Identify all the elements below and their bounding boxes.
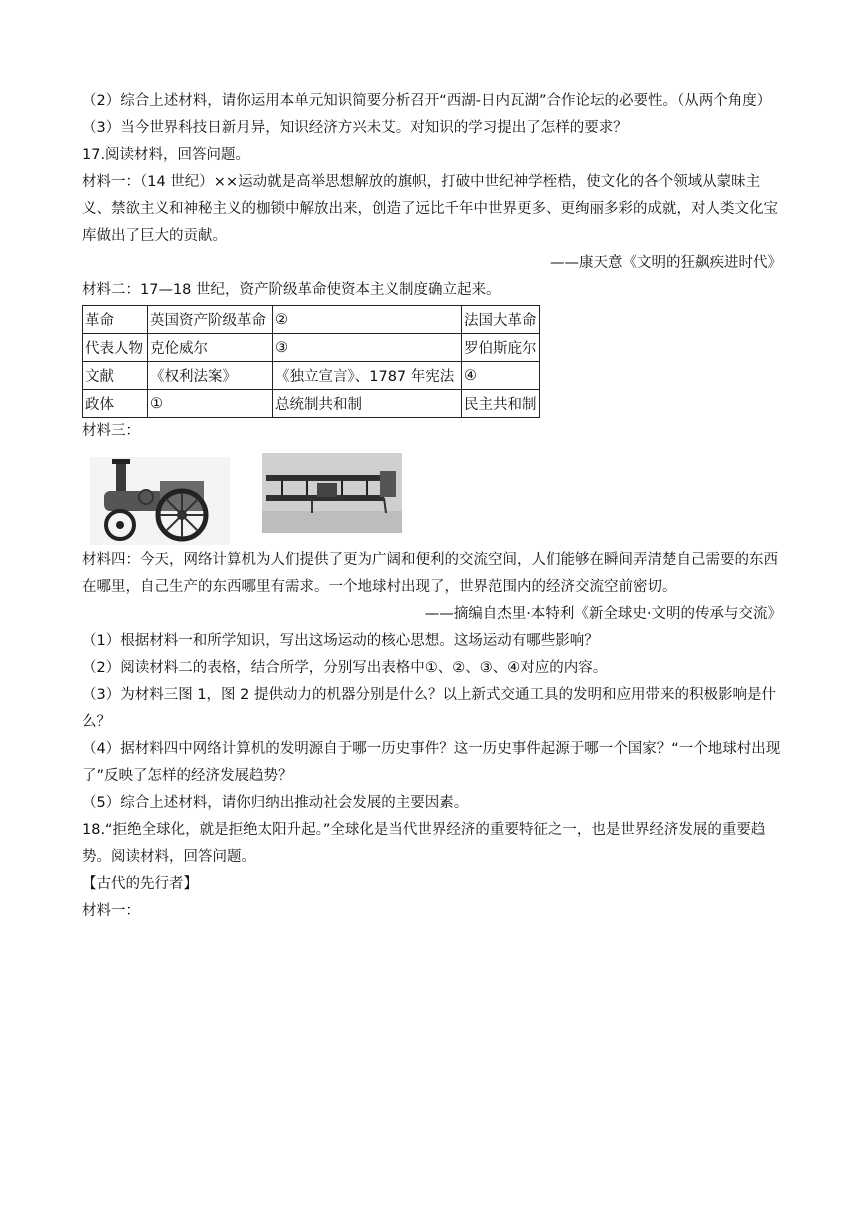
q17-question-5: （5）综合上述材料，请你归纳出推动社会发展的主要因素。 bbox=[82, 795, 469, 811]
q17-question-2: （2）阅读材料二的表格，结合所学，分别写出表格中①、②、③、④对应的内容。 bbox=[82, 660, 608, 676]
table-cell: 英国资产阶级革命 bbox=[148, 306, 273, 334]
table-cell: 《权利法案》 bbox=[148, 362, 273, 390]
table-cell: ② bbox=[273, 306, 462, 334]
q17-material2: 材料二：17—18 世纪，资产阶级革命使资本主义制度确立起来。 bbox=[82, 282, 501, 298]
q17-title: 17.阅读材料，回答问题。 bbox=[82, 147, 251, 163]
biplane-image bbox=[262, 453, 402, 533]
q17-question-4: （4）据材料四中网络计算机的发明源自于哪一历史事件？这一历史事件起源于哪一个国家？“一个地球村出现了”反映了怎样的经济发展趋势？ bbox=[82, 741, 781, 784]
table-cell: 《独立宣言》、1787 年宪法 bbox=[273, 362, 462, 390]
table-row bbox=[83, 362, 540, 390]
table-cell: 总统制共和制 bbox=[273, 390, 462, 418]
revolution-table bbox=[82, 305, 540, 418]
table-cell: ③ bbox=[273, 334, 462, 362]
q17-material3: 材料三： bbox=[82, 423, 140, 439]
table-cell: ④ bbox=[462, 362, 540, 390]
q18-material1: 材料一： bbox=[82, 903, 140, 919]
q18-title: 18.“拒绝全球化，就是拒绝太阳升起。”全球化是当代世界经济的重要特征之一，也是世界经济发展的重要趋势。阅读材料，回答问题。 bbox=[82, 822, 766, 865]
q16-sub2: （2）综合上述材料，请你运用本单元知识简要分析召开“西湖-日内瓦湖”合作论坛的必要性。（从两个角度） bbox=[82, 93, 772, 109]
material3-images bbox=[82, 451, 782, 547]
table-row bbox=[83, 306, 540, 334]
steam-tractor-image bbox=[90, 457, 230, 545]
table-cell: 民主共和制 bbox=[462, 390, 540, 418]
table-row bbox=[83, 334, 540, 362]
table-cell: 政体 bbox=[83, 390, 148, 418]
q17-question-1: （1）根据材料一和所学知识，写出这场运动的核心思想。这场运动有哪些影响？ bbox=[82, 633, 599, 649]
worksheet-page bbox=[82, 88, 782, 925]
table-cell: 文献 bbox=[83, 362, 148, 390]
table-cell: 法国大革命 bbox=[462, 306, 540, 334]
table-cell: 代表人物 bbox=[83, 334, 148, 362]
q17-material4-source: ——摘编自杰里·本特利《新全球史·文明的传承与交流》 bbox=[424, 606, 782, 622]
table-cell: ① bbox=[148, 390, 273, 418]
q17-material1-source: ——康天意《文明的狂飙疾进时代》 bbox=[550, 255, 782, 271]
q17-material1: 材料一：（14 世纪）××运动就是高举思想解放的旗帜，打破中世纪神学桎梏，使文化的各个领域从蒙昧主义、禁欲主义和神秘主义的枷锁中解放出来，创造了远比千年中世界更多、更绚丽多彩的成就，对人类文化宝库做出了巨大的贡献。 bbox=[82, 174, 778, 244]
table-cell: 革命 bbox=[83, 306, 148, 334]
q17-material4: 材料四：今天，网络计算机为人们提供了更为广阔和便利的交流空间，人们能够在瞬间弄清楚自己需要的东西在哪里，自己生产的东西哪里有需求。一个地球村出现了，世界范围内的经济交流空前密切。 bbox=[82, 552, 778, 595]
q17-question-3: （3）为材料三图 1，图 2 提供动力的机器分别是什么？以上新式交通工具的发明和应用带来的积极影响是什么？ bbox=[82, 687, 776, 730]
q18-section-heading: 【古代的先行者】 bbox=[82, 876, 198, 892]
table-cell: 克伦威尔 bbox=[148, 334, 273, 362]
table-cell: 罗伯斯庇尔 bbox=[462, 334, 540, 362]
table-row bbox=[83, 390, 540, 418]
q16-sub3: （3）当今世界科技日新月异，知识经济方兴未艾。对知识的学习提出了怎样的要求？ bbox=[82, 120, 628, 136]
